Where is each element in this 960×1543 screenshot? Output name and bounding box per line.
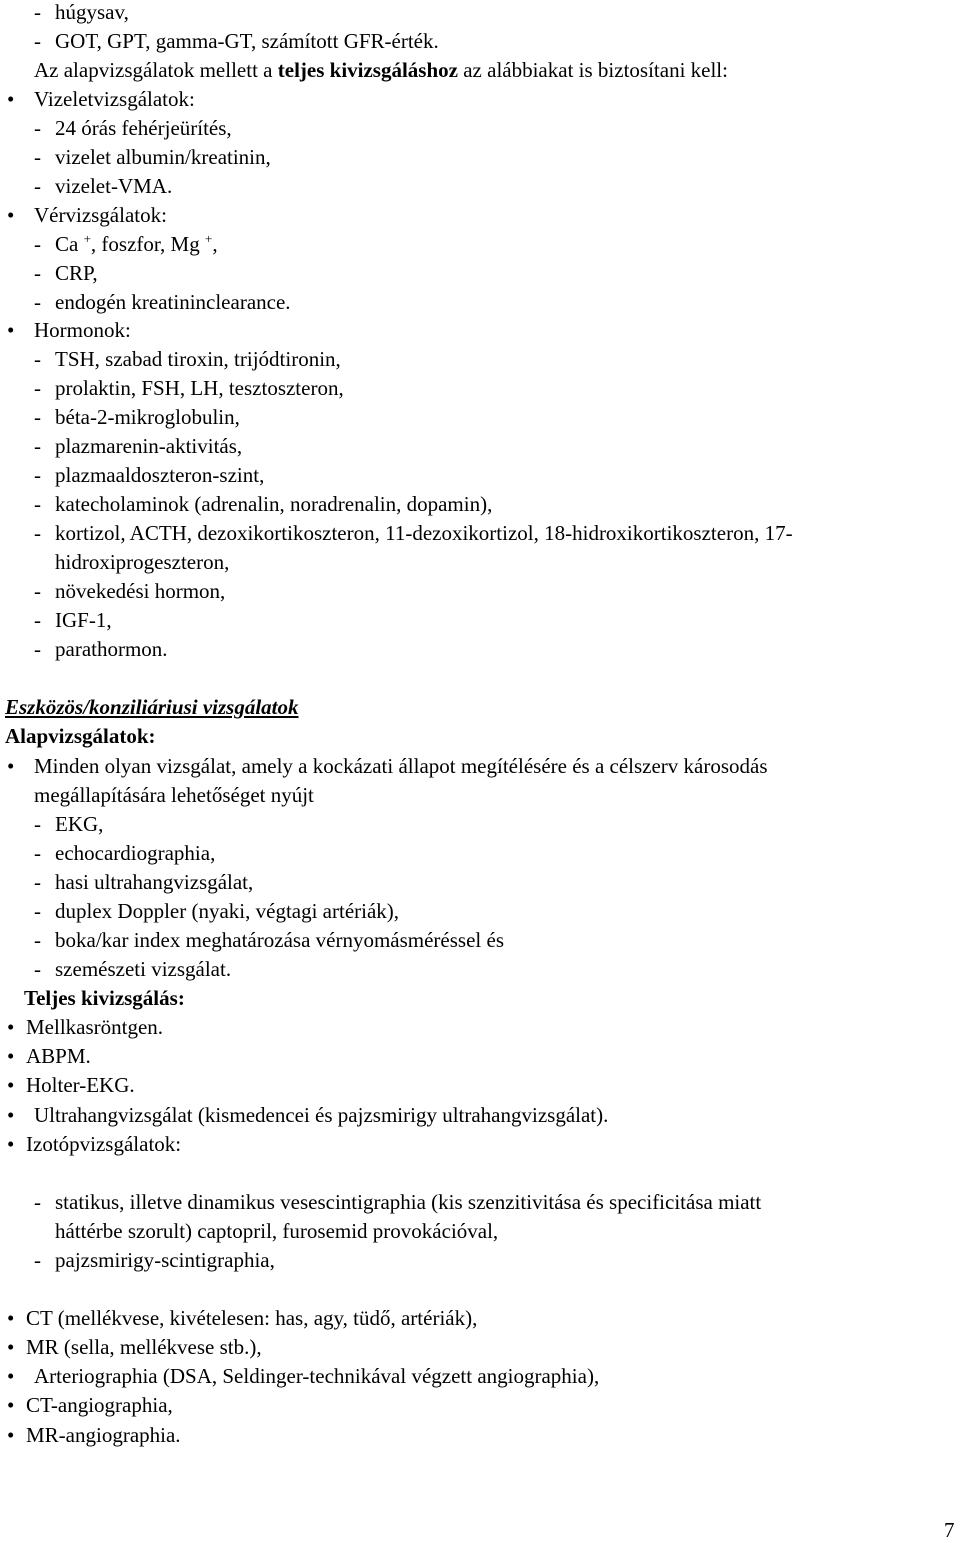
section-heading-instrumental: Eszközös/konziliáriusi vizsgálatok (5, 695, 299, 719)
dash-marker: - (34, 116, 41, 140)
dash-marker: - (34, 347, 41, 371)
list-item: endogén kreatininclearance. (55, 290, 291, 314)
dash-marker: - (34, 434, 41, 458)
bullet-marker: • (7, 1364, 15, 1388)
list-item: CT (mellékvese, kivételesen: has, agy, tüdő, artériák), (26, 1306, 478, 1330)
dash-marker: - (34, 0, 41, 24)
list-item: Mellkasröntgen. (26, 1015, 164, 1039)
subheading-full: Teljes kivizsgálás: (24, 986, 185, 1010)
list-item: statikus, illetve dinamikus vesescintigraphia (kis szenzitivitása és specificitása miatt (55, 1190, 762, 1214)
dash-marker: - (34, 899, 41, 923)
intro-paragraph: Az alapvizsgálatok mellett a teljes kivizsgáláshoz az alábbiakat is biztosítani kell: (34, 58, 728, 82)
list-item: szemészeti vizsgálat. (55, 957, 232, 981)
list-item: duplex Doppler (nyaki, végtagi artériák), (55, 899, 400, 923)
bullet-marker: • (7, 318, 15, 342)
dash-marker: - (34, 1248, 41, 1272)
list-item: CT-angiographia, (26, 1393, 173, 1417)
list-item: katecholaminok (adrenalin, noradrenalin, dopamin), (55, 492, 493, 516)
bullet-marker: • (7, 1335, 15, 1359)
bullet-marker: • (7, 1393, 15, 1417)
dash-marker: - (34, 174, 41, 198)
bullet-marker: • (7, 203, 15, 227)
page-number: 7 (944, 1518, 955, 1542)
list-item: CRP, (55, 261, 98, 285)
list-item: GOT, GPT, gamma-GT, számított GFR-érték. (55, 29, 439, 53)
list-item: boka/kar index meghatározása vérnyomásméréssel és (55, 928, 504, 952)
list-item: növekedési hormon, (55, 579, 226, 603)
list-item: Izotópvizsgálatok: (26, 1132, 182, 1156)
list-item: TSH, szabad tiroxin, trijódtironin, (55, 347, 341, 371)
dash-marker: - (34, 1190, 41, 1214)
dash-marker: - (34, 492, 41, 516)
dash-marker: - (34, 841, 41, 865)
bullet-marker: • (7, 1306, 15, 1330)
dash-marker: - (34, 637, 41, 661)
dash-marker: - (34, 812, 41, 836)
list-item: béta-2-mikroglobulin, (55, 405, 240, 429)
list-item: plazmaaldoszteron-szint, (55, 463, 265, 487)
list-item: kortizol, ACTH, dezoxikortikoszteron, 11-dezoxikortizol, 18-hidroxikortikoszteron, 17- (55, 521, 793, 545)
list-item-continuation: hidroxiprogeszteron, (55, 550, 230, 574)
bullet-marker: • (7, 1423, 15, 1447)
list-item: pajzsmirigy-scintigraphia, (55, 1248, 275, 1272)
list-item: EKG, (55, 812, 104, 836)
bullet-marker: • (7, 1103, 15, 1127)
list-item: Ultrahangvizsgálat (kismedencei és pajzsmirigy ultrahangvizsgálat). (34, 1103, 609, 1127)
dash-marker: - (34, 463, 41, 487)
list-item: vizelet albumin/kreatinin, (55, 145, 271, 169)
list-item: echocardiographia, (55, 841, 216, 865)
dash-marker: - (34, 579, 41, 603)
list-item: Arteriographia (DSA, Seldinger-technikával végzett angiographia), (34, 1364, 600, 1388)
section-title-hormones: Hormonok: (34, 318, 131, 342)
dash-marker: - (34, 29, 41, 53)
subheading-basic: Alapvizsgálatok: (5, 724, 156, 748)
section-title-urine: Vizeletvizsgálatok: (34, 87, 195, 111)
bullet-marker: • (7, 1015, 15, 1039)
section-title-blood: Vérvizsgálatok: (34, 203, 167, 227)
bullet-marker: • (7, 87, 15, 111)
dash-marker: - (34, 405, 41, 429)
list-item: parathormon. (55, 637, 168, 661)
list-item: IGF-1, (55, 608, 112, 632)
basic-description-line: Minden olyan vizsgálat, amely a kockázati állapot megítélésére és a célszerv károsodás (34, 754, 768, 778)
list-item-continuation: háttérbe szorult) captopril, furosemid provokációval, (55, 1219, 499, 1243)
list-item: MR (sella, mellékvese stb.), (26, 1335, 262, 1359)
dash-marker: - (34, 261, 41, 285)
dash-marker: - (34, 145, 41, 169)
bullet-marker: • (7, 754, 15, 778)
basic-description-line: megállapítására lehetőséget nyújt (34, 783, 314, 807)
dash-marker: - (34, 608, 41, 632)
list-item: vizelet-VMA. (55, 174, 173, 198)
bullet-marker: • (7, 1132, 15, 1156)
bullet-marker: • (7, 1044, 15, 1068)
dash-marker: - (34, 232, 41, 256)
list-item: húgysav, (55, 0, 129, 24)
list-item: MR-angiographia. (26, 1423, 181, 1447)
list-item: 24 órás fehérjeürítés, (55, 116, 232, 140)
dash-marker: - (34, 928, 41, 952)
list-item: hasi ultrahangvizsgálat, (55, 870, 254, 894)
bullet-marker: • (7, 1073, 15, 1097)
dash-marker: - (34, 521, 41, 545)
dash-marker: - (34, 290, 41, 314)
dash-marker: - (34, 376, 41, 400)
list-item: plazmarenin-aktivitás, (55, 434, 243, 458)
list-item: prolaktin, FSH, LH, tesztoszteron, (55, 376, 344, 400)
dash-marker: - (34, 870, 41, 894)
list-item-electrolytes: Ca +, foszfor, Mg +, (55, 231, 218, 256)
dash-marker: - (34, 957, 41, 981)
list-item: ABPM. (26, 1044, 91, 1068)
list-item: Holter-EKG. (26, 1073, 135, 1097)
